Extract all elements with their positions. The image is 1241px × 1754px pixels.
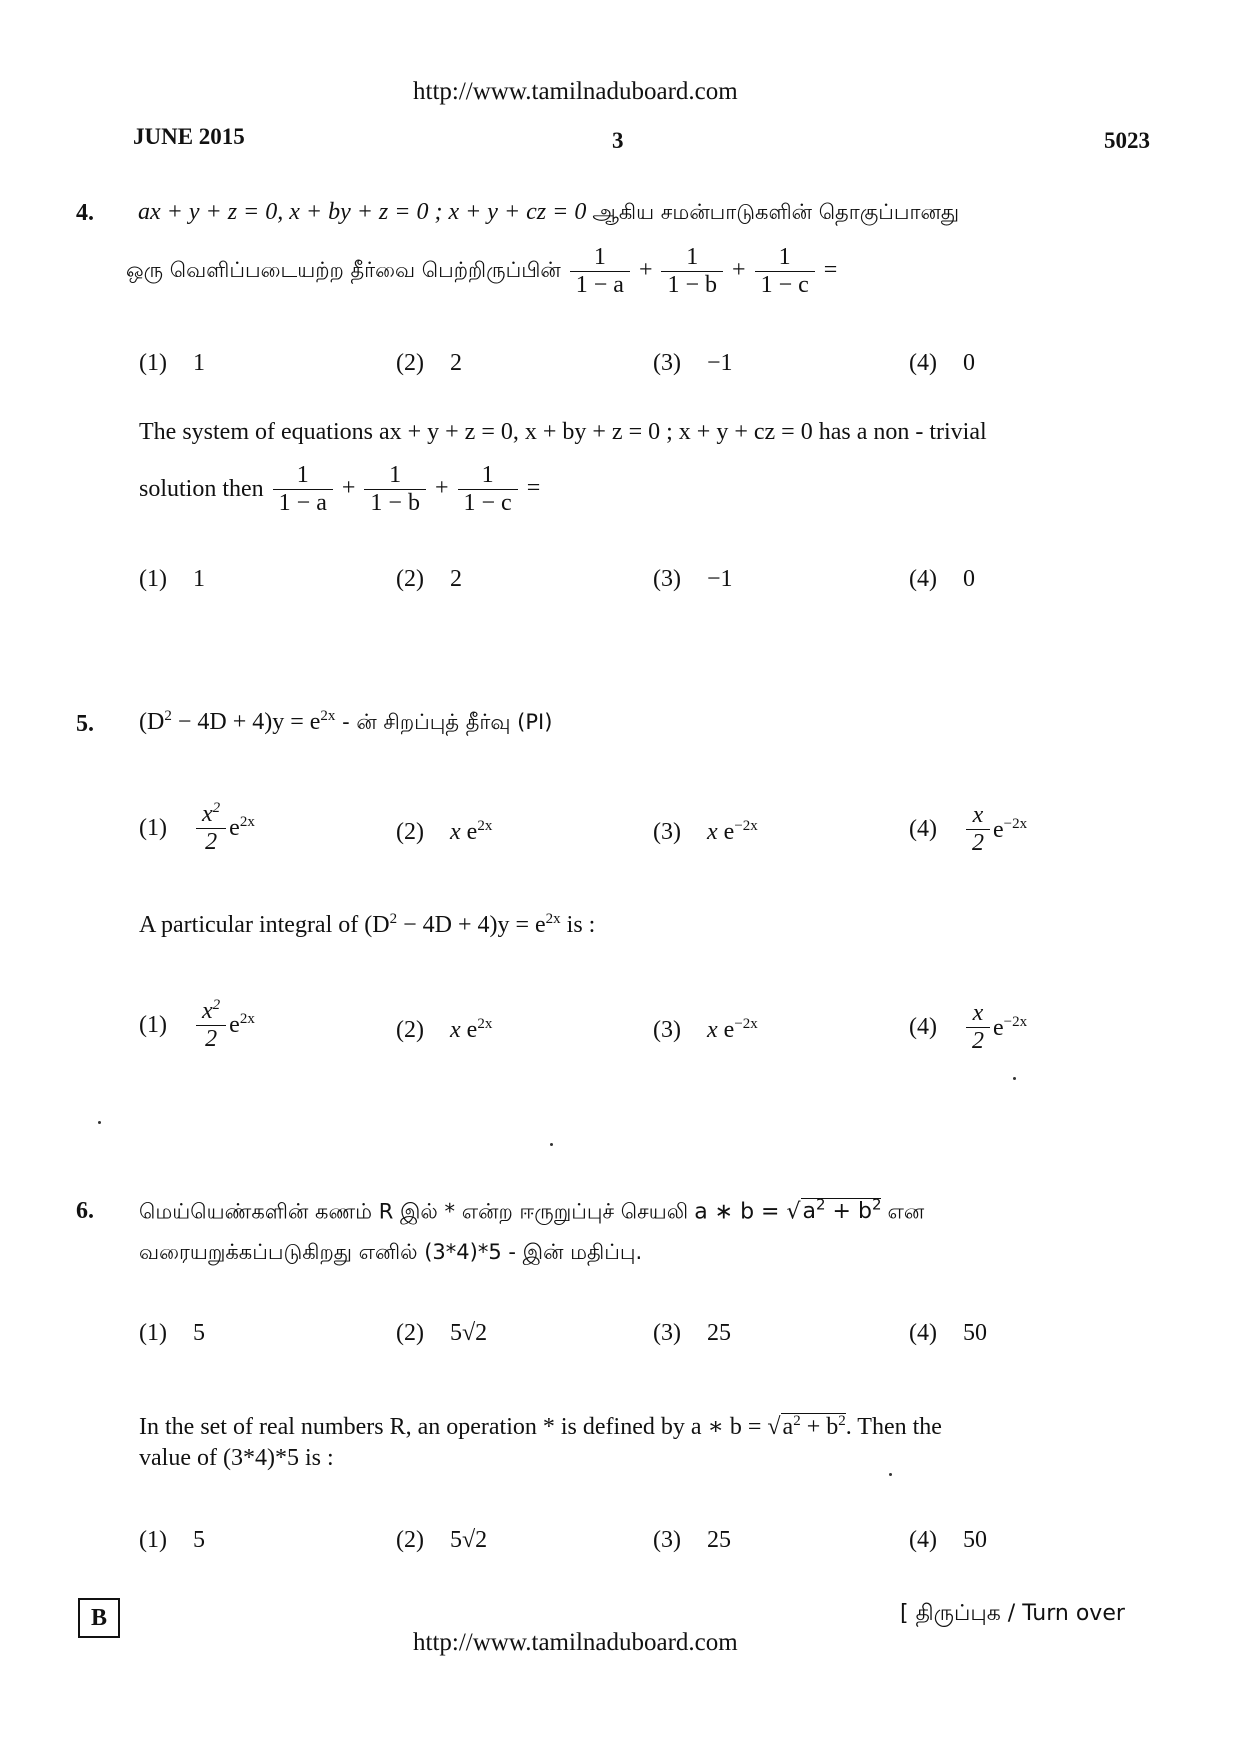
- q5-english-line: A particular integral of $(D^2 - 4D + 4)y = e^{2x}$ is :: [139, 911, 596, 938]
- q4-en-option-3: (3) −1: [653, 566, 733, 592]
- q4-ta-text: ஆகிய சமன்பாடுகளின் தொகுப்பானது: [592, 200, 960, 224]
- q4-en-frac-b: $\frac{1}{1 - b}$: [364, 462, 426, 517]
- q4-en-text2: solution then: [139, 476, 264, 502]
- q4-number: 4.: [76, 200, 94, 226]
- turn-over: [ திருப்புக / Turn over: [900, 1601, 1125, 1626]
- q4-ta-option-2: (2) 2: [396, 350, 462, 376]
- plus-sign: +: [434, 475, 449, 502]
- q6-en-option-3: (3) 25: [653, 1527, 731, 1553]
- q6-ta-option-2: (2) 5√2: [396, 1320, 488, 1346]
- q6-en-option-4: (4) 50: [909, 1527, 987, 1553]
- q4-en-frac-c: $\frac{1}{1 - c}$: [458, 462, 518, 517]
- q4-ta-option-1: (1) 1: [139, 350, 205, 376]
- q5-ta-option-2: (2) x $e^{2x}$: [396, 818, 493, 845]
- scan-dot: [98, 1121, 101, 1124]
- q4-tamil-line1: [138, 199, 959, 227]
- scan-dot: [1013, 1077, 1016, 1080]
- q5-ta-option-3: (3) x $e^{-2x}$: [653, 818, 758, 845]
- plus-sign: +: [341, 475, 356, 502]
- q6-ta-option-3: (3) 25: [653, 1320, 731, 1346]
- q6-en-option-1: (1) 5: [139, 1527, 205, 1553]
- q4-ta-option-3: (3) −1: [653, 350, 733, 376]
- q6-ta-operation: a ∗ $b = √a^2 + b^2$: [694, 1196, 882, 1225]
- scan-dot: [550, 1143, 553, 1146]
- q4-ta-equations: ax + y + z = 0, x + by + z = 0 ; x + y + cz = 0: [138, 199, 587, 225]
- q5-en-option-1: (1) $\frac{x^2}{2}$ $e^{2x}$: [139, 997, 255, 1052]
- q4-en-frac-a: $\frac{1}{1 - a}$: [273, 462, 333, 517]
- q6-ta-option-1: (1) 5: [139, 1320, 205, 1346]
- q6-tamil-line2: வரையறுக்கப்படுகிறது எனில் (3*4)*5 - இன் மதிப்பு.: [139, 1240, 643, 1264]
- q4-en-option-2: (2) 2: [396, 566, 462, 592]
- q5-en-equation: $(D^2 - 4D + 4)y = e^{2x}$: [364, 911, 561, 938]
- q5-number: 5.: [76, 711, 94, 737]
- q6-ta-after: என: [887, 1199, 925, 1224]
- q5-ta-text: - ன் சிறப்புத் தீர்வு (PI): [335, 710, 553, 734]
- footer-url: http://www.tamilnaduboard.com: [413, 1629, 738, 1656]
- q5-ta-option-1: (1) $\frac{x^2}{2}$ $e^{2x}$: [139, 800, 255, 855]
- version-box: B: [78, 1598, 120, 1638]
- q4-ta-frac-c: $\frac{1}{1 - c}$: [755, 244, 815, 299]
- scan-dot: [889, 1473, 892, 1476]
- header-url: http://www.tamilnaduboard.com: [413, 78, 738, 105]
- equals-sign: =: [823, 257, 838, 284]
- q4-en-option-4: (4) 0: [909, 566, 975, 592]
- q4-ta-text2: ஒரு வெளிப்படையற்ற தீர்வை பெற்றிருப்பின்: [126, 258, 561, 282]
- q5-en-option-3: (3) x $e^{-2x}$: [653, 1016, 758, 1043]
- plus-sign: +: [732, 257, 746, 284]
- q5-equation: $(D^2 - 4D + 4)y = e^{2x}$: [139, 708, 336, 735]
- equals-sign: =: [526, 475, 541, 502]
- q4-en-option-1: (1) 1: [139, 566, 205, 592]
- q5-tamil-line: [139, 708, 552, 737]
- q5-en-option-4: (4) $\frac{x}{2}$ $e^{-2x}$: [909, 1000, 1028, 1054]
- q6-english-line2: value of (3*4)*5 is :: [139, 1445, 334, 1471]
- q4-tamil-line2: [126, 244, 837, 299]
- q6-en-operation: a ∗ $b = √a^2 + b^2$: [690, 1413, 846, 1440]
- plus-sign: +: [638, 257, 653, 284]
- q4-ta-frac-b: $\frac{1}{1 - b}$: [661, 244, 723, 299]
- q4-english-line1: The system of equations ax + y + z = 0, x + by + z = 0 ; x + y + cz = 0 has a non - trivial: [139, 419, 987, 445]
- page-number: 3: [612, 128, 624, 153]
- q6-tamil-line1: [139, 1196, 924, 1226]
- q6-ta-option-4: (4) 50: [909, 1320, 987, 1346]
- q6-en-option-2: (2) 5√2: [396, 1527, 488, 1553]
- q5-en-option-2: (2) x $e^{2x}$: [396, 1016, 493, 1043]
- q4-english-line2: [139, 462, 540, 517]
- paper-code: 5023: [1104, 128, 1150, 153]
- q5-ta-option-4: (4) $\frac{x}{2}$ $e^{-2x}$: [909, 802, 1028, 856]
- q6-number: 6.: [76, 1198, 94, 1224]
- q6-english-line1: In the set of real numbers R, an operation * is defined by a ∗ $b = √a^2 + b^2$. Then the: [139, 1413, 942, 1440]
- q6-ta-text: மெய்யெண்களின் கணம் R இல் * என்ற ஈருறுப்புச் செயலி: [139, 1199, 689, 1224]
- q4-ta-option-4: (4) 0: [909, 350, 975, 376]
- q4-ta-frac-a: $\frac{1}{1 - a}$: [570, 244, 630, 299]
- exam-date: JUNE 2015: [133, 124, 245, 149]
